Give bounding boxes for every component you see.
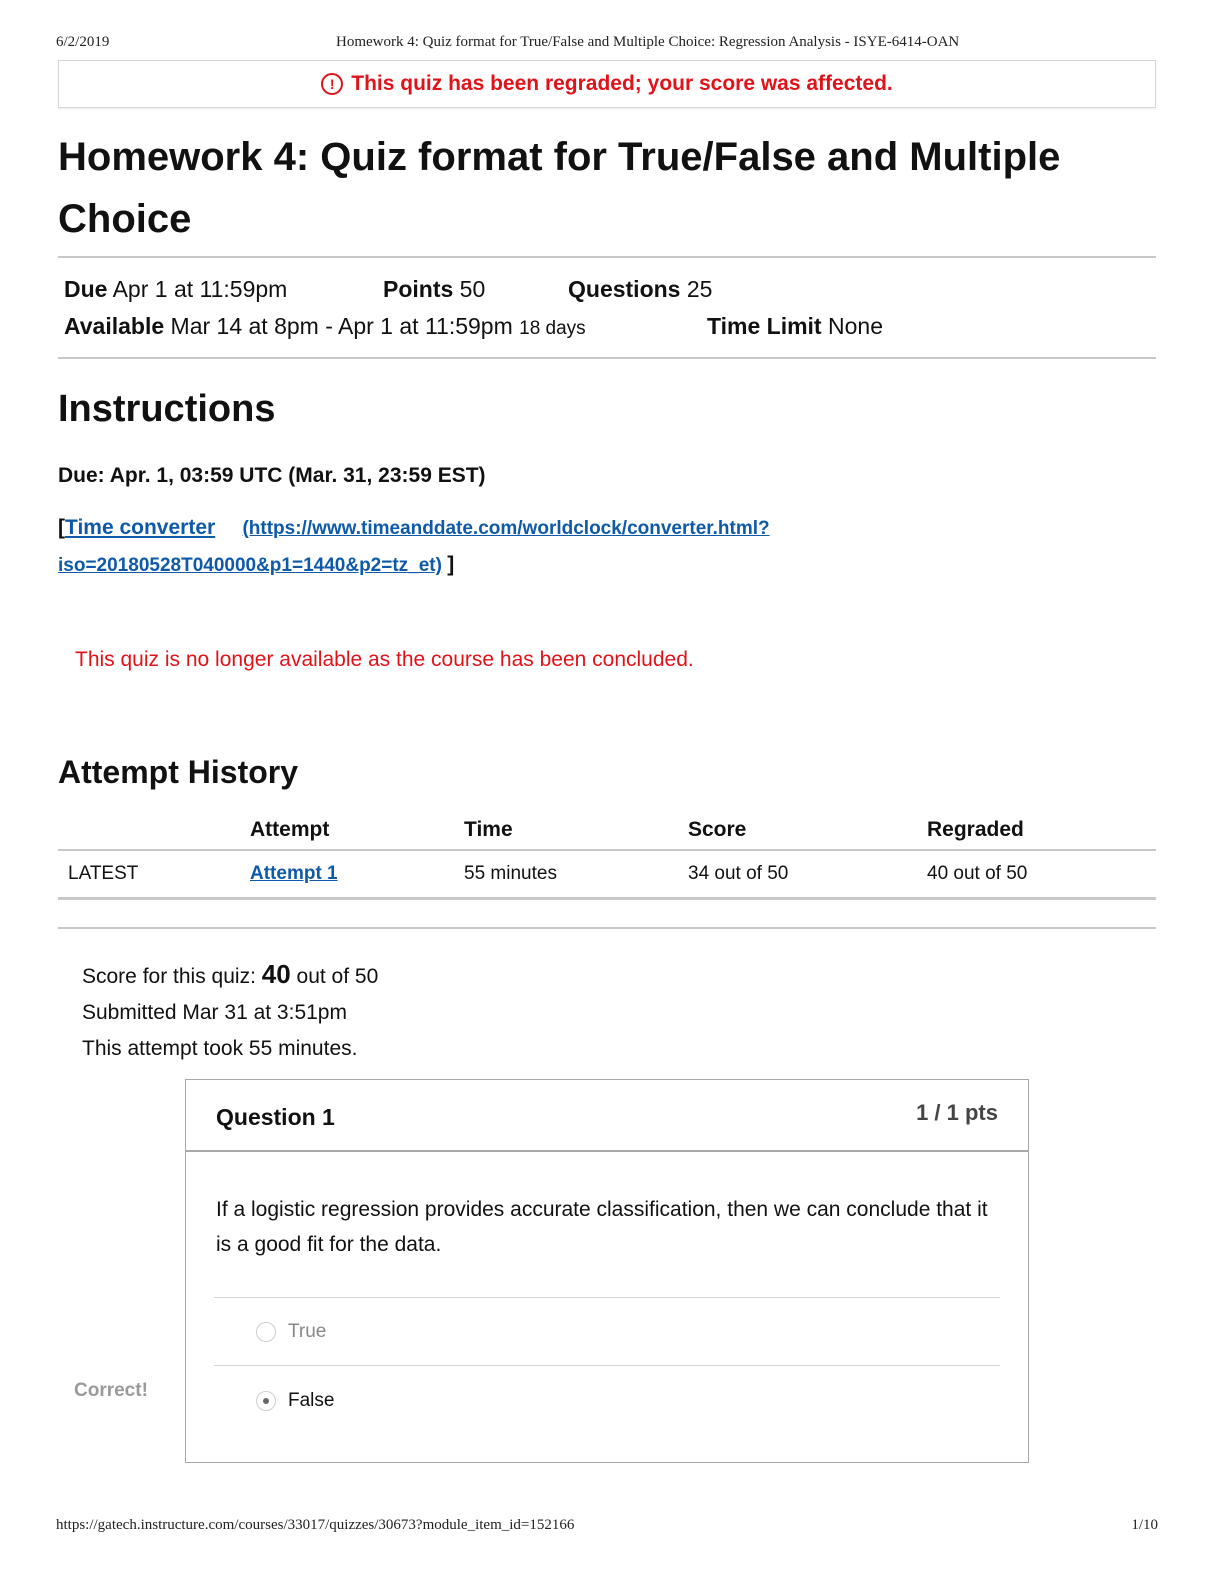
score-section-divider (58, 927, 1156, 929)
answer-divider-middle (214, 1365, 1000, 1366)
available-days: 18 days (519, 318, 586, 339)
question-1-card (185, 1079, 1029, 1463)
score-suffix: out of 50 (296, 965, 379, 988)
radio-selected-icon[interactable] (256, 1391, 276, 1411)
meta-divider (58, 357, 1156, 359)
question-points: 1 / 1 pts (916, 1100, 998, 1125)
quiz-meta-row-2 (64, 313, 586, 340)
quiz-closed-message: This quiz is no longer available as the course has been concluded. (75, 648, 694, 671)
correct-answer-label: Correct! (74, 1380, 148, 1401)
print-date: 6/2/2019 (56, 34, 110, 50)
attempt-table-header (58, 810, 1156, 850)
question-header (186, 1080, 1028, 1152)
print-page-number: 1/10 (1131, 1517, 1158, 1533)
answer-option-true[interactable] (256, 1321, 326, 1343)
points-label: Points (383, 276, 454, 302)
due-value: Apr 1 at 11:59pm (112, 276, 288, 302)
time-converter-link-line-2 (58, 553, 454, 577)
col-header-score: Score (688, 810, 927, 850)
instructions-due-line: Due: Apr. 1, 03:59 UTC (Mar. 31, 23:59 EST) (58, 464, 486, 487)
questions-label: Questions (568, 276, 681, 302)
link-close-bracket: ] (447, 553, 455, 576)
questions-meta (568, 276, 712, 303)
page-title: Homework 4: Quiz format for True/False and Multiple Choice (58, 135, 1061, 241)
col-header-attempt: Attempt (250, 810, 464, 850)
col-header-regraded: Regraded (927, 810, 1156, 850)
time-converter-link-line-1 (58, 516, 770, 540)
time-limit-label: Time Limit (707, 313, 822, 339)
attempt-regraded-score: 40 out of 50 (927, 850, 1156, 898)
col-header-time: Time (464, 810, 688, 850)
row-label-latest: LATEST (58, 850, 250, 898)
points-meta (383, 276, 485, 303)
attempt-score: 34 out of 50 (688, 850, 927, 898)
time-limit-meta (707, 313, 883, 340)
available-value: Mar 14 at 8pm - Apr 1 at 11:59pm (170, 313, 513, 339)
time-converter-link[interactable]: Time converter (65, 516, 216, 539)
answer-label-true: True (288, 1321, 327, 1342)
instructions-heading: Instructions (58, 388, 276, 430)
col-header-blank (58, 810, 250, 850)
available-label: Available (64, 313, 165, 339)
regrade-banner (58, 60, 1156, 108)
title-divider (58, 256, 1156, 258)
warning-circle-icon: ! (321, 73, 343, 95)
radio-unselected-icon[interactable] (256, 1322, 276, 1342)
answer-label-false: False (288, 1390, 335, 1411)
score-prefix: Score for this quiz: (82, 965, 256, 988)
score-summary (82, 956, 378, 1067)
table-row (58, 850, 1156, 898)
questions-value: 25 (686, 276, 713, 302)
attempt-1-link[interactable]: Attempt 1 (250, 862, 338, 884)
link-open-bracket: [ (58, 516, 65, 539)
time-converter-url-line-2[interactable]: iso=20180528T040000&p1=1440&p2=tz_et) (58, 555, 442, 576)
print-doc-title: Homework 4: Quiz format for True/False and Multiple Choice: Regression Analysis - ISYE-6414-OAN (336, 34, 960, 50)
answer-option-false[interactable] (256, 1390, 334, 1412)
time-converter-url-line-1[interactable]: (https://www.timeanddate.com/worldclock/converter.html? (242, 518, 770, 539)
print-footer-url: https://gatech.instructure.com/courses/33017/quizzes/30673?module_item_id=152166 (56, 1517, 575, 1533)
submitted-line: Submitted Mar 31 at 3:51pm (82, 1001, 347, 1024)
question-text: If a logistic regression provides accurate classification, then we can conclude that it is a good fit for the data. (216, 1198, 988, 1256)
attempt-time: 55 minutes (464, 850, 688, 898)
points-value: 50 (459, 276, 486, 302)
regrade-banner-text: This quiz has been regraded; your score was affected. (351, 72, 893, 95)
duration-line: This attempt took 55 minutes. (82, 1037, 358, 1060)
quiz-meta-row-1 (64, 276, 287, 303)
attempt-history-heading: Attempt History (58, 754, 299, 790)
score-value: 40 (261, 959, 291, 989)
score-line (82, 956, 378, 995)
time-limit-value: None (828, 313, 883, 339)
due-label: Due (64, 276, 108, 302)
question-title: Question 1 (216, 1104, 335, 1130)
attempt-history-table (58, 810, 1156, 900)
answer-divider-top (214, 1297, 1000, 1298)
